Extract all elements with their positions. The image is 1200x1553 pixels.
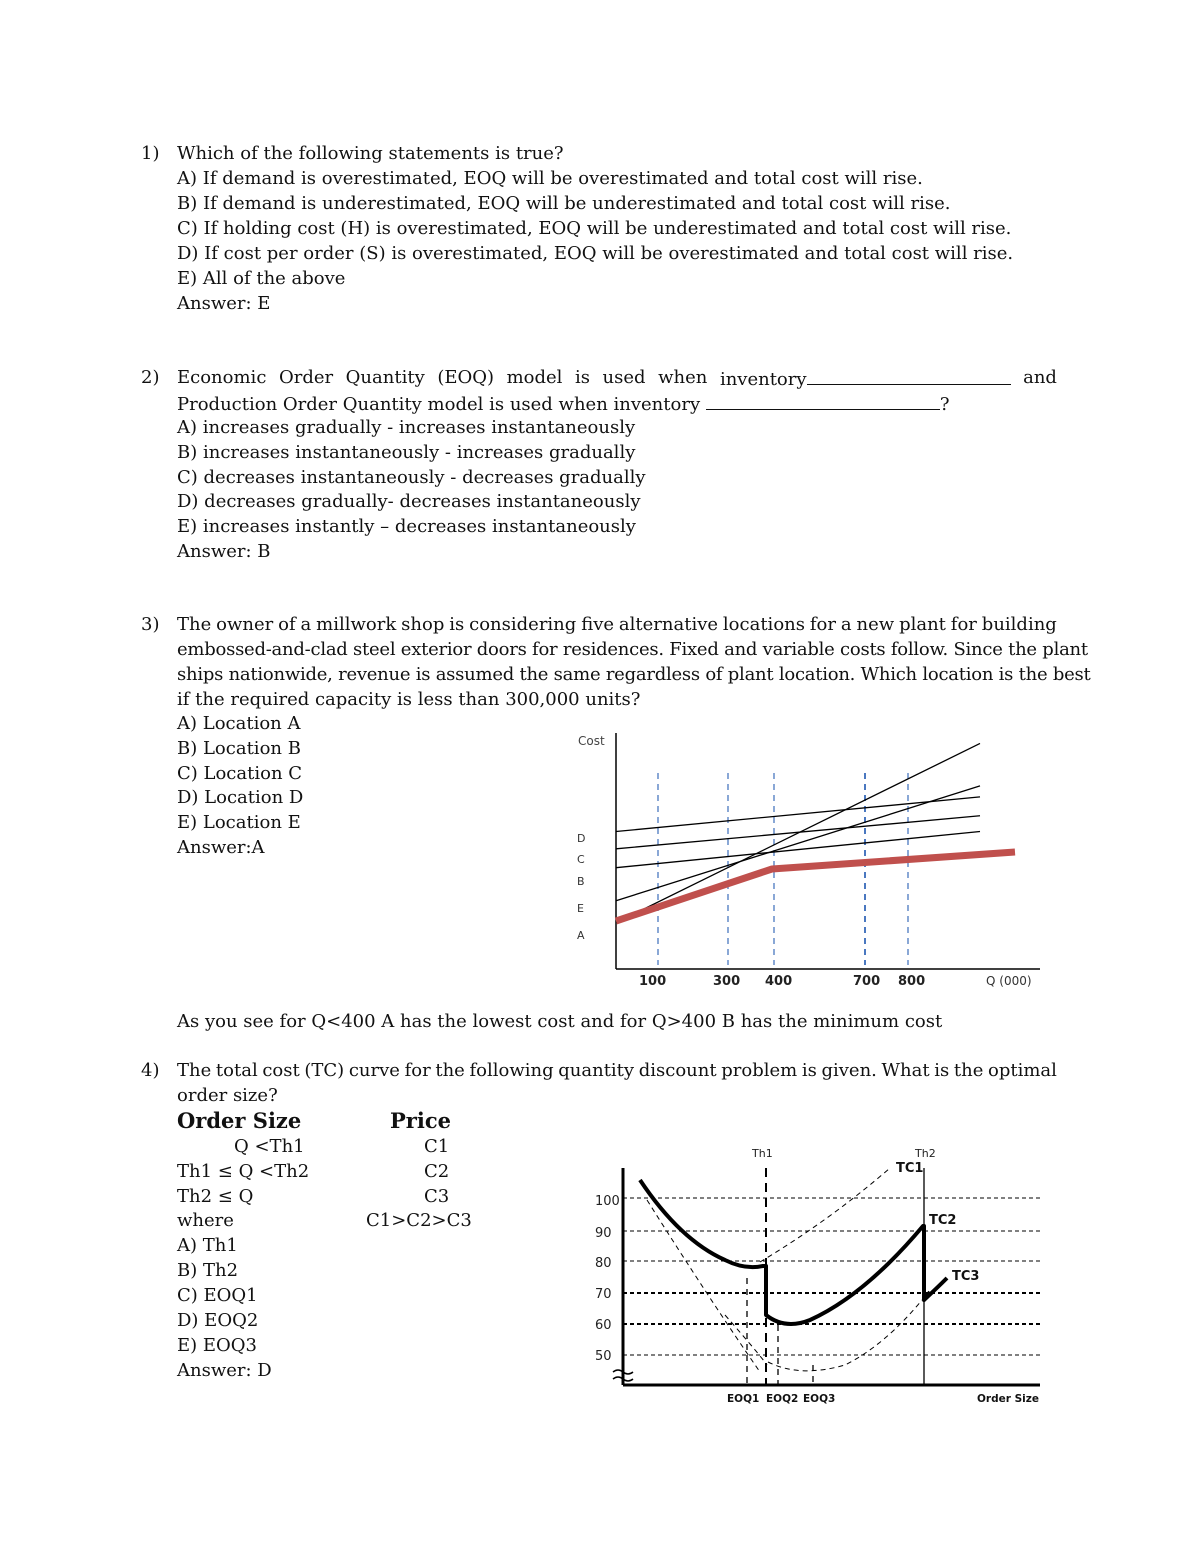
q1-option-c: C) If holding cost (H) is overestimated, EOQ will be underestimated and total cost will rise.: [177, 218, 1012, 239]
q1-option-e: E) All of the above: [177, 268, 346, 289]
q4-word: the: [953, 1060, 984, 1081]
q4-option-e: E) EOQ3: [177, 1335, 257, 1356]
table-order-size-1: Q <Th1: [234, 1136, 305, 1157]
q3-line2: embossed-and-clad steel exterior doors for residences. Fixed and variable costs follow. Since the plant: [177, 639, 1088, 660]
q4-line2: order size?: [177, 1085, 278, 1106]
q3-word: a: [300, 614, 312, 635]
q3-line3: ships nationwide, revenue is assumed the same regardless of plant location. Which location is the best: [177, 664, 1091, 685]
chart2-xlabel: Order Size: [977, 1393, 1039, 1405]
q2-line1: [177, 366, 1057, 392]
total-cost-curve: [640, 1180, 930, 1324]
location-cost-chart: [560, 725, 1050, 995]
q3-number: 3): [141, 614, 160, 635]
y-label-c: C: [577, 853, 585, 866]
q4-option-c: C) EOQ1: [177, 1285, 258, 1306]
chart1-xlabel: Q (000): [986, 974, 1032, 988]
q3-word: a: [840, 614, 852, 635]
q3-line4: if the required capacity is less than 300,000 units?: [177, 689, 641, 710]
q2-option-b: B) increases instantaneously - increases gradually: [177, 442, 636, 463]
table-price-2: C2: [424, 1161, 450, 1182]
tc3-label: TC3: [952, 1269, 980, 1284]
q3-line1: [177, 613, 1057, 637]
q2-word: Economic: [177, 367, 267, 388]
q2-word: when: [658, 367, 708, 388]
q3-word: alternative: [618, 614, 719, 635]
q2-number: 2): [141, 367, 160, 388]
table-price-3: C3: [424, 1186, 450, 1207]
y-label-a: A: [577, 929, 585, 942]
q3-option-e: E) Location E: [177, 812, 301, 833]
tc3-dashed-curve: [768, 1300, 922, 1371]
table-order-size-3: Th2 ≤ Q: [177, 1186, 254, 1207]
q2-word: (EOQ): [437, 367, 495, 388]
q4-word: What: [881, 1060, 930, 1081]
q1-option-b: B) If demand is underestimated, EOQ will be underestimated and total cost will rise.: [177, 193, 951, 214]
q2-answer: Answer: B: [177, 541, 271, 562]
q3-word: locations: [722, 614, 805, 635]
q3-word: shop: [401, 614, 445, 635]
q1-answer: Answer: E: [177, 293, 271, 314]
q4-line1: [177, 1059, 1057, 1083]
fill-blank-1: [807, 366, 1011, 385]
q4-word: the: [435, 1060, 465, 1081]
q3-word: The: [177, 614, 212, 635]
fill-blank-2: [706, 391, 940, 410]
y-tick-90: 90: [595, 1226, 612, 1241]
q2-word: and: [1023, 367, 1057, 388]
q2-option-a: A) increases gradually - increases instantaneously: [177, 417, 636, 438]
q4-word: discount: [638, 1060, 717, 1081]
q3-answer: Answer:A: [177, 837, 265, 858]
q1-number: 1): [141, 143, 160, 164]
q3-word: new: [856, 614, 895, 635]
table-header-order-size: Order Size: [177, 1108, 302, 1133]
q2-option-e: E) increases instantly – decreases instantaneously: [177, 516, 636, 537]
eoq3-label: EOQ3: [803, 1393, 836, 1405]
q3-word: for: [809, 614, 836, 635]
q2-word-with-blank: inventory: [720, 366, 1011, 392]
tc1-dashed-curve: [647, 1200, 760, 1372]
q1-option-d: D) If cost per order (S) is overestimated, EOQ will be overestimated and total cost will rise.: [177, 243, 1014, 264]
q3-word: of: [278, 614, 296, 635]
table-header-price: Price: [390, 1108, 451, 1133]
q4-word: for: [404, 1060, 431, 1081]
q2-word: is: [574, 367, 590, 388]
table-price-relation: C1>C2>C3: [366, 1210, 472, 1231]
q2-line2: Production Order Quantity model is used when inventory ?: [177, 391, 950, 417]
q2-option-d: D) decreases gradually- decreases instantaneously: [177, 491, 641, 512]
q3-option-c: C) Location C: [177, 763, 303, 784]
q4-word: is: [801, 1060, 817, 1081]
q4-word: total: [215, 1060, 258, 1081]
q3-word: owner: [216, 614, 274, 635]
q4-number: 4): [141, 1060, 160, 1081]
q4-word: quantity: [558, 1060, 635, 1081]
q4-option-a: A) Th1: [177, 1235, 238, 1256]
tc2-label: TC2: [929, 1213, 957, 1228]
q4-word: following: [469, 1060, 554, 1081]
q3-word: for: [950, 614, 977, 635]
y-label-b: B: [577, 875, 585, 888]
y-tick-100: 100: [595, 1194, 620, 1209]
table-order-size-2: Th1 ≤ Q <Th2: [177, 1161, 310, 1182]
q3-word: considering: [469, 614, 577, 635]
tc2-dashed-extension: [760, 1168, 890, 1262]
tc1-label: TC1: [896, 1161, 924, 1176]
q2-word: model: [506, 367, 563, 388]
y-tick-50: 50: [595, 1349, 612, 1364]
tc2-dashed-lower: [725, 1315, 767, 1365]
y-tick-70: 70: [595, 1287, 612, 1302]
x-tick-100: 100: [639, 974, 667, 989]
q4-answer: Answer: D: [177, 1360, 272, 1381]
chart1-ylabel: Cost: [578, 734, 605, 748]
q3-option-d: D) Location D: [177, 787, 304, 808]
q4-word: curve: [348, 1060, 400, 1081]
q4-word: problem: [721, 1060, 798, 1081]
q3-word: is: [449, 614, 465, 635]
q3-word: millwork: [316, 614, 397, 635]
q4-word: (TC): [304, 1060, 345, 1081]
eoq1-label: EOQ1: [727, 1393, 760, 1405]
cost-line-e2: [616, 743, 980, 922]
q1-option-a: A) If demand is overestimated, EOQ will be overestimated and total cost will rise.: [177, 168, 923, 189]
q4-option-b: B) Th2: [177, 1260, 239, 1281]
x-tick-300: 300: [713, 974, 741, 989]
y-tick-80: 80: [595, 1256, 612, 1271]
q2-word: Quantity: [345, 367, 425, 388]
q4-word: The: [177, 1060, 212, 1081]
eoq2-label: EOQ2: [766, 1393, 799, 1405]
y-tick-60: 60: [595, 1318, 612, 1333]
q3-option-a: A) Location A: [177, 713, 301, 734]
q3-word: plant: [899, 614, 946, 635]
q4-word: is: [934, 1060, 950, 1081]
q3-word: building: [981, 614, 1057, 635]
quantity-discount-chart: [585, 1140, 1045, 1410]
tc3-solid-curve: [924, 1278, 947, 1300]
q3-option-b: B) Location B: [177, 738, 301, 759]
q4-word: cost: [262, 1060, 300, 1081]
x-tick-400: 400: [765, 974, 793, 989]
x-tick-800: 800: [898, 974, 926, 989]
q3-word: five: [581, 614, 615, 635]
y-label-e: E: [577, 902, 584, 915]
q4-option-d: D) EOQ2: [177, 1310, 259, 1331]
table-where: where: [177, 1210, 234, 1231]
q3-note: As you see for Q<400 A has the lowest cost and for Q>400 B has the minimum cost: [177, 1011, 943, 1032]
th1-label: Th1: [752, 1147, 773, 1160]
cost-line-d: [616, 797, 980, 832]
q4-word: given.: [821, 1060, 877, 1081]
y-label-d: D: [577, 832, 586, 845]
q4-word: optimal: [988, 1060, 1057, 1081]
table-price-1: C1: [424, 1136, 450, 1157]
q2-option-c: C) decreases instantaneously - decreases gradually: [177, 467, 646, 488]
q2-word: Order: [278, 367, 334, 388]
x-tick-700: 700: [853, 974, 881, 989]
q2-word: used: [602, 367, 646, 388]
q1-question: Which of the following statements is true?: [177, 143, 564, 164]
th2-label: Th2: [915, 1147, 936, 1160]
cost-line-b: [616, 832, 980, 868]
